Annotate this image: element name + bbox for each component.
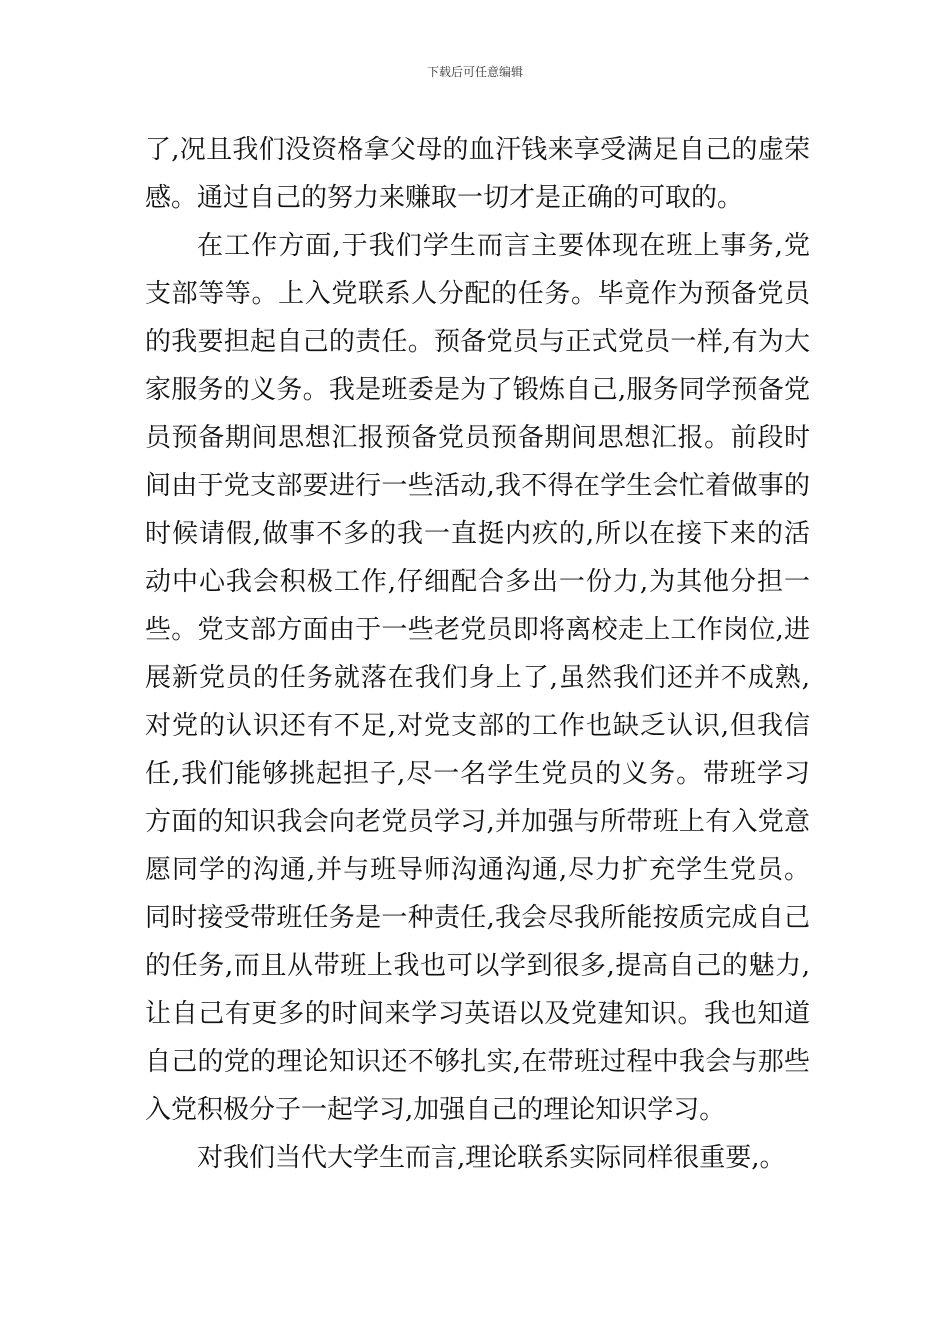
paragraph-2: 在工作方面,于我们学生而言主要体现在班上事务,党支部等等。上入党联系人分配的任务。毕竟作为预备党员的我要担起自己的责任。预备党员与正式党员一样,有为大家服务的义务。我是班委是为了锻炼自己,服务同学预备党员预备期间思想汇报预备党员预备期间思想汇报。前段时间由于党支部要进行一些活动,我不得在学生会忙着做事的时候请假,做事不多的我一直挺内疚的,所以在接下来的活动中心我会积极工作,仔细配合多出一份力,为其他分担一些。党支部方面由于一些老党员即将离校走上工作岗位,进展新党员的任务就落在我们身上了,虽然我们还并不成熟,对党的认识还有不足,对党支部的工作也缺乏认识,但我信任,我们能够挑起担子,尽一名学生党员的义务。带班学习方面的知识我会向老党员学习,并加强与所带班上有入党意愿同学的沟通,并与班导师沟通沟通,尽力扩充学生党员。同时接受带班任务是一种责任,我会尽我所能按质完成自己的任务,而且从带班上我也可以学到很多,提高自己的魅力,让自己有更多的时间来学习英语以及党建知识。我也知道自己的党的理论知识还不够扎实,在带班过程中我会与那些入党积极分子一起学习,加强自己的理论知识学习。 [145, 231, 810, 1125]
page-header: 下载后可任意编辑 [426, 65, 523, 79]
paragraph-1: 了,况且我们没资格拿父母的血汗钱来享受满足自己的虚荣感。通过自己的努力来赚取一切才是正确的可取的。 [145, 135, 810, 213]
paragraph-3: 对我们当代大学生而言,理论联系实际同样很重要,。 [197, 1143, 786, 1173]
document-body [145, 126, 810, 1182]
